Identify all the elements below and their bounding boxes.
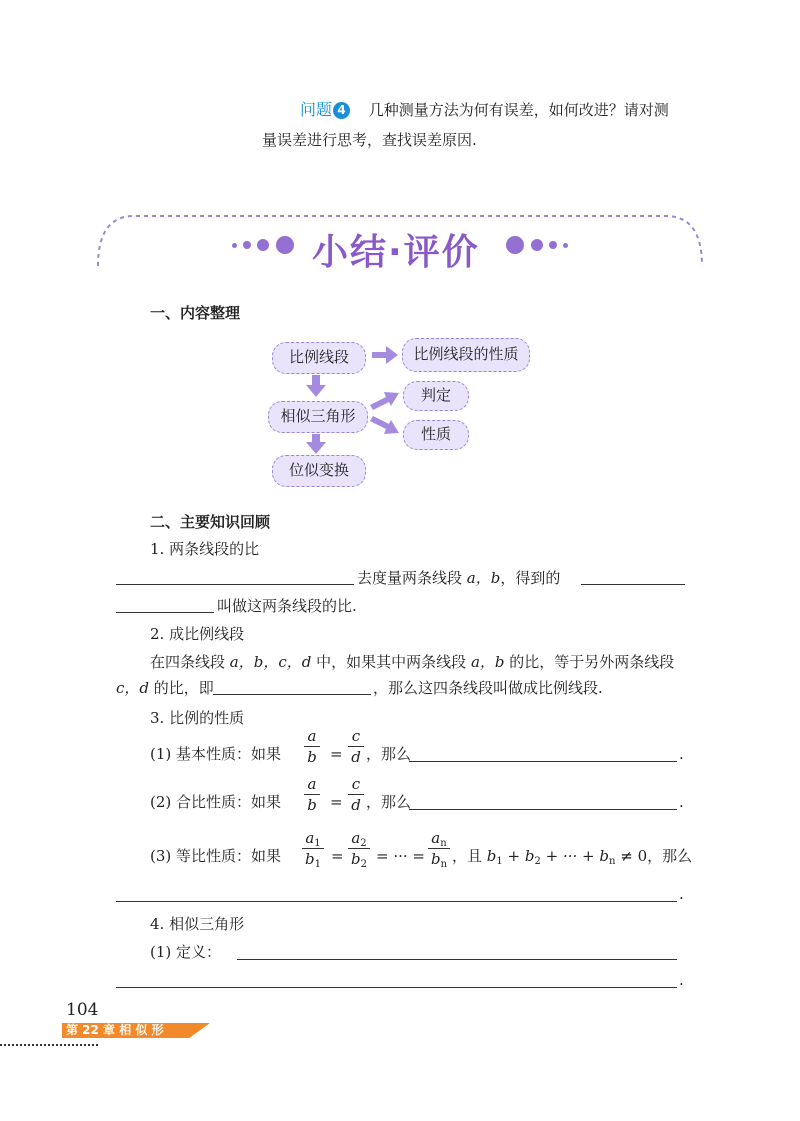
section-2-title: 二、主要知识回顾 [150,513,271,531]
node-similar-triangles: 相似三角形 [268,401,368,433]
definition-label: (1) 定义： [150,943,222,961]
equals-sign: = [330,793,343,811]
banner-dot [563,243,568,248]
fraction-a2-over-b2: $a_2$ $b_2$ [348,829,370,868]
item-1-text-c: 叫做这两条线段的比. [217,597,357,615]
blank-2[interactable] [213,694,371,695]
equal-cond-text: ，且 [452,847,483,865]
node-homothety: 位似变换 [272,455,366,487]
blank-3-1[interactable] [409,761,677,762]
section-1-title: 一、内容整理 [150,304,241,322]
fraction-a-over-b: a b [304,775,320,814]
banner-dot [276,236,294,254]
equals-sign: = [331,847,344,865]
node-properties: 性质 [403,420,469,450]
banner-dot [506,236,524,254]
blank-4-1[interactable] [237,959,677,960]
fraction-c-over-d: c d [348,727,364,766]
banner-dot [243,241,251,249]
blank-1b[interactable] [581,584,685,585]
fraction-a1-over-b1: $a_1$ $b_1$ [302,829,324,868]
fraction-c-over-d: c d [348,775,364,814]
blank-3-3[interactable] [116,901,677,902]
period: . [679,745,684,763]
equals-sign: = [330,745,343,763]
question-text-1: 几种测量方法为何有误差，如何改进？请对测 [368,101,669,119]
question-number-badge: 4 [333,102,350,119]
basic-property-label: (1) 基本性质：如果 [150,745,282,763]
node-determination: 判定 [403,381,469,411]
blank-4-2[interactable] [116,987,677,988]
blank-1a[interactable] [116,584,354,585]
period: . [679,885,684,903]
item-2-title: 2. 成比例线段 [150,625,245,643]
equal-neq-text: ≠ 0，那么 [620,847,693,865]
blank-3-2[interactable] [409,809,677,810]
question-line-2: 量误差进行思考，查找误差原因. [262,131,477,149]
equal-condition: ，且 $b_1 + b_2$ + ··· + $b_n \ne 0$，那么 [452,847,693,867]
item-2-vars-1: a，b，c，d [229,653,312,671]
item-1-text-b: ，得到的 [500,569,561,587]
item-3-title: 3. 比例的性质 [150,709,245,727]
banner-title: 小结·评价 [312,232,480,273]
banner-dot [531,239,543,251]
sum-then: ，那么 [366,793,412,811]
ellipsis-equals: = ··· = [376,847,425,865]
item-2-line-2 [116,678,214,698]
item-2-text-a: 在四条线段 [150,653,226,671]
arrow-down-icon [306,375,326,397]
item-2-line-1 [150,652,674,672]
equal-property-label: (3) 等比性质：如果 [150,847,282,865]
item-4-title: 4. 相似三角形 [150,915,245,933]
diagram-arrows [260,335,410,460]
fraction-an-over-bn: $a_n$ $b_n$ [428,829,450,868]
arrow-down-right-icon [370,416,399,434]
arrow-down-icon [306,434,326,454]
arrow-up-right-icon [370,392,399,410]
node-proportional-segments: 比例线段 [272,342,366,374]
node-proportional-properties: 比例线段的性质 [402,338,530,372]
banner-dot [232,243,237,248]
item-2-text-d: 的比，即 [153,679,214,697]
page-number: 104 [66,1000,99,1020]
period: . [679,971,684,989]
chapter-label: 第 22 章 相 似 形 [66,1023,164,1037]
item-2-text-c: 的比，等于另外两条线段 [509,653,675,671]
item-1-title: 1. 两条线段的比 [150,540,260,558]
arrow-right-icon [372,346,398,364]
basic-then: ，那么 [366,745,412,763]
period: . [679,793,684,811]
item-2-vars-3: c，d [116,679,150,697]
blank-1c[interactable] [116,612,214,613]
item-1-vars: a，b [466,569,501,587]
banner-dot [257,239,269,251]
item-1-text-a: 去度量两条线段 [357,569,463,587]
sum-property-label: (2) 合比性质：如果 [150,793,282,811]
item-2-text-b: 中，如果其中两条线段 [316,653,467,671]
item-2-text-e: ，那么这四条线段叫做成比例线段. [373,679,603,697]
question-line-1 [300,100,669,120]
banner-dot [549,241,557,249]
item-1-line-1 [357,568,560,588]
item-2-vars-2: a，b [470,653,505,671]
footer-dotted-line [0,1044,98,1046]
question-label: 问题 [300,100,333,119]
fraction-a-over-b: a b [304,727,320,766]
